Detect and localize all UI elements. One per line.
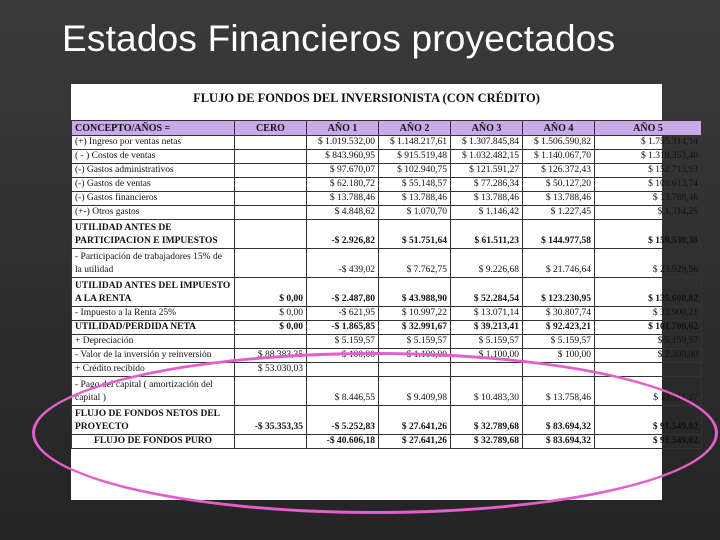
cell-value [235, 206, 307, 220]
row-label: - Participación de trabajadores 15% de la utilidad [72, 249, 235, 278]
sheet-title: FLUJO DE FONDOS DEL INVERSIONISTA (CON CRÉDITO) [193, 91, 540, 105]
cell-value: $ 5.159,57 [451, 335, 523, 349]
cash-flow-sheet [71, 84, 698, 500]
cell-value: $ 13.011,17 [595, 377, 702, 406]
cell-value: -$ 439,02 [307, 249, 379, 278]
cell-value: -$ 40.606,18 [307, 435, 379, 449]
cell-value [235, 136, 307, 150]
cell-value: $ 13.071,14 [451, 307, 523, 321]
cell-value: $ 1.146,42 [451, 206, 523, 220]
cell-value: $ 10.997,22 [379, 307, 451, 321]
row-label: (+) Ingreso por ventas netas [72, 136, 235, 150]
row-label: FLUJO DE FONDOS NETOS DEL PROYECTO [72, 406, 235, 435]
cell-value: $ 51.751,64 [379, 220, 451, 249]
cell-value: $ 9.226,68 [451, 249, 523, 278]
cell-value: $ 32.789,68 [451, 406, 523, 435]
cell-value: -$ 2.487,80 [307, 278, 379, 307]
cell-value [235, 377, 307, 406]
cell-value: $ 77.286,34 [451, 178, 523, 192]
table-row [72, 406, 702, 435]
cell-value: $ 8.446,55 [307, 377, 379, 406]
cell-value: $ 1.506.590,82 [523, 136, 595, 150]
cell-value: $ 102.940,75 [379, 164, 451, 178]
cell-value [595, 363, 702, 377]
cell-value [307, 363, 379, 377]
row-label: + Crédito recibido [72, 363, 235, 377]
table-row [72, 164, 702, 178]
cell-value: $ 123.230,95 [523, 278, 595, 307]
cell-value: $ 13.788,46 [595, 192, 702, 206]
table-row [72, 321, 702, 335]
cell-value: $ 1.319.353,40 [595, 150, 702, 164]
cell-value: -$ 1.865,85 [307, 321, 379, 335]
table-row [72, 349, 702, 363]
cell-value: $ 144.977,58 [523, 220, 595, 249]
table-row [72, 335, 702, 349]
cell-value: $ 843.960,95 [307, 150, 379, 164]
cell-value: $ 1.227,45 [523, 206, 595, 220]
cell-value: $ 23.929,56 [595, 249, 702, 278]
cell-value: $ 55.148,57 [379, 178, 451, 192]
row-label: - Valor de la inversión y reinversión [72, 349, 235, 363]
cell-value: $ 915.519,48 [379, 150, 451, 164]
row-label: UTILIDAD/PERDIDA NETA [72, 321, 235, 335]
column-header: AÑO 1 [307, 121, 379, 136]
cell-value: $ 61.511,23 [451, 220, 523, 249]
cell-value: -$ 2.926,82 [307, 220, 379, 249]
row-label: - Pago del capital ( amortización del capital ) [72, 377, 235, 406]
cell-value: $ 126.372,43 [523, 164, 595, 178]
cell-value: $ 33.900,21 [595, 307, 702, 321]
cell-value: $ 1.314,25 [595, 206, 702, 220]
cell-value: $ 1.100,00 [451, 349, 523, 363]
cell-value [235, 164, 307, 178]
cell-value: $ 50.127,20 [523, 178, 595, 192]
cell-value: $ 27.641,26 [379, 435, 451, 449]
cell-value: $ 1.070,70 [379, 206, 451, 220]
cell-value: $ 5.159,57 [523, 335, 595, 349]
table-row [72, 136, 702, 150]
cell-value: $ 13.788,46 [523, 192, 595, 206]
table-row [72, 178, 702, 192]
cell-value [235, 178, 307, 192]
cell-value: $ 1.148.217,61 [379, 136, 451, 150]
row-label: UTILIDAD ANTES DE PARTICIPACION E IMPUESTOS [72, 220, 235, 249]
cell-value: $ 159,530,38 [595, 220, 702, 249]
cell-value: $ 83.694,32 [523, 435, 595, 449]
row-label: FLUJO DE FONDOS PURO [72, 435, 235, 449]
cell-value: $ 1.019.532,00 [307, 136, 379, 150]
cell-value: $ 39.213,41 [451, 321, 523, 335]
row-label: UTILIDAD ANTES DEL IMPUESTO A LA RENTA [72, 278, 235, 307]
cell-value: $ 135.600,82 [595, 278, 702, 307]
cell-value [235, 150, 307, 164]
column-header: AÑO 5 [595, 121, 702, 136]
row-label: - Impuesto a la Renta 25% [72, 307, 235, 321]
cell-value [235, 220, 307, 249]
cell-value: $ 0,00 [235, 321, 307, 335]
table-row [72, 249, 702, 278]
row-label: (+-) Otros gastos [72, 206, 235, 220]
column-header: CERO [235, 121, 307, 136]
cell-value [235, 435, 307, 449]
cell-value: $ 5.159,57 [379, 335, 451, 349]
cell-value: $ 52.284,54 [451, 278, 523, 307]
cell-value: $ 152.713,93 [595, 164, 702, 178]
cell-value: $ 91.549,02 [595, 435, 702, 449]
cell-value: $ 121.591,27 [451, 164, 523, 178]
slide-title: Estados Financieros proyectados [62, 18, 616, 59]
cell-value: $ 1.140.067,70 [523, 150, 595, 164]
column-header: AÑO 2 [379, 121, 451, 136]
cell-value: $ 21.746,64 [523, 249, 595, 278]
cell-value: $ 97.670,07 [307, 164, 379, 178]
cell-value: $ 108.613,74 [595, 178, 702, 192]
cell-value: $ 1.100,00 [379, 349, 451, 363]
cell-value: $ 1.032.482,15 [451, 150, 523, 164]
cell-value: -$ 621,95 [307, 307, 379, 321]
cell-value [235, 192, 307, 206]
column-header: CONCEPTO/AÑOS = [72, 121, 235, 136]
cell-value: $ 100,00 [523, 349, 595, 363]
table-row [72, 307, 702, 321]
cell-value: $ 27.641,26 [379, 406, 451, 435]
cell-value: $ 32.991,67 [379, 321, 451, 335]
table-row [72, 363, 702, 377]
cell-value: $ 91.549,02 [595, 406, 702, 435]
cell-value: $ 4.848,62 [307, 206, 379, 220]
column-header: AÑO 4 [523, 121, 595, 136]
row-label: + Depreciación [72, 335, 235, 349]
cell-value: $ 83.694,32 [523, 406, 595, 435]
cell-value: $ 43.988,90 [379, 278, 451, 307]
cell-value: -$ 35.353,35 [235, 406, 307, 435]
row-label: (-) Gastos administrativos [72, 164, 235, 178]
cell-value [451, 363, 523, 377]
cell-value: $ 5.159,57 [307, 335, 379, 349]
cell-value: $ 101.700,62 [595, 321, 702, 335]
table-body [72, 136, 702, 449]
cell-value: $ 0,00 [235, 278, 307, 307]
cell-value [235, 249, 307, 278]
cell-value: $ 10.483,30 [451, 377, 523, 406]
cell-value: $ 1.755.314,14 [595, 136, 702, 150]
cell-value [523, 363, 595, 377]
table-row [72, 278, 702, 307]
row-label: ( - ) Costos de ventas [72, 150, 235, 164]
table-row [72, 206, 702, 220]
table-header-row [72, 121, 702, 136]
column-header: AÑO 3 [451, 121, 523, 136]
cell-value: $ 13.758,46 [523, 377, 595, 406]
table-row [72, 435, 702, 449]
cell-value: $ 88.383,35 [235, 349, 307, 363]
cell-value [235, 335, 307, 349]
cell-value: $ 9.409,98 [379, 377, 451, 406]
cell-value: $ 32.789,68 [451, 435, 523, 449]
table-row [72, 192, 702, 206]
cell-value: $ 92.423,21 [523, 321, 595, 335]
cell-value: $ 0,00 [235, 307, 307, 321]
cell-value: -$ 5.252,83 [307, 406, 379, 435]
cell-value: $ 53.030,03 [235, 363, 307, 377]
cell-value [379, 363, 451, 377]
cell-value: $ 1.307.845,84 [451, 136, 523, 150]
row-label: (-) Gastos de ventas [72, 178, 235, 192]
row-label: (-) Gastos financieros [72, 192, 235, 206]
table-row [72, 150, 702, 164]
cell-value: $ 30.807,74 [523, 307, 595, 321]
table-row [72, 220, 702, 249]
cell-value: $ 13.788,46 [307, 192, 379, 206]
table-row [72, 377, 702, 406]
cash-flow-table [71, 120, 702, 449]
cell-value: $ 5.159,57 [595, 335, 702, 349]
cell-value: $ 13.788,46 [451, 192, 523, 206]
cell-value: $ 13.788,46 [379, 192, 451, 206]
cell-value: $ 2.300,00 [595, 349, 702, 363]
cell-value: $ 62.180,72 [307, 178, 379, 192]
cell-value: $ 100,00 [307, 349, 379, 363]
cell-value: $ 7.762,75 [379, 249, 451, 278]
